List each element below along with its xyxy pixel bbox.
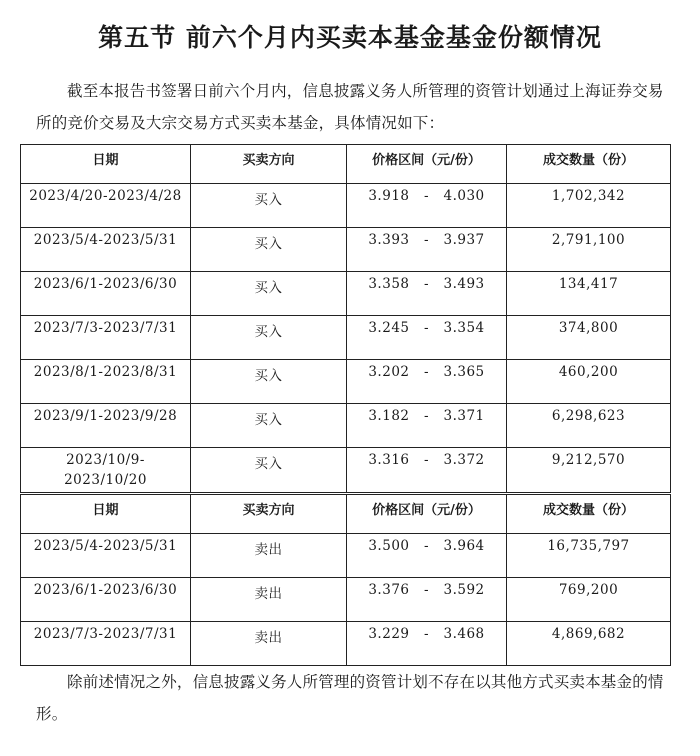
date-line-1: 2023/10/9- — [66, 452, 145, 468]
price-range-cell — [347, 360, 507, 404]
volume-cell: 769,200 — [507, 578, 671, 622]
table-row — [21, 578, 671, 622]
sell-trades-table — [20, 494, 671, 666]
price-high: 3.493 — [443, 276, 485, 292]
header-date: 日期 — [21, 145, 191, 184]
price-low: 3.316 — [368, 452, 410, 468]
price-range-cell — [347, 272, 507, 316]
table-row — [21, 622, 671, 666]
price-low: 3.229 — [368, 626, 410, 642]
price-separator: - — [423, 320, 430, 336]
intro-paragraph: 截至本报告书签署日前六个月内，信息披露义务人所管理的资管计划通过上海证券交易所的竞价交易及大宗交易方式买卖本基金，具体情况如下： — [36, 82, 664, 132]
price-range-cell — [347, 578, 507, 622]
price-high: 3.964 — [443, 538, 485, 554]
direction-cell: 买入 — [191, 316, 347, 360]
table-row — [21, 184, 671, 228]
table-row — [21, 228, 671, 272]
price-high: 3.365 — [443, 364, 485, 380]
header-direction: 买卖方向 — [191, 495, 347, 534]
closing-paragraph: 除前述情况之外，信息披露义务人所管理的资管计划不存在以其他方式买卖本基金的情形。 — [36, 673, 664, 723]
volume-cell: 6,298,623 — [507, 404, 671, 448]
price-low: 3.358 — [368, 276, 410, 292]
volume-cell: 1,702,342 — [507, 184, 671, 228]
volume-cell: 16,735,797 — [507, 534, 671, 578]
direction-cell: 买入 — [191, 228, 347, 272]
table-row — [21, 360, 671, 404]
direction-cell: 卖出 — [191, 578, 347, 622]
buy-trades-table — [20, 144, 671, 493]
table-row — [21, 534, 671, 578]
price-range-cell — [347, 404, 507, 448]
date-cell: 2023/6/1-2023/6/30 — [21, 272, 191, 316]
date-cell — [21, 448, 191, 493]
direction-cell: 买入 — [191, 184, 347, 228]
direction-cell: 卖出 — [191, 622, 347, 666]
price-low: 3.245 — [368, 320, 410, 336]
price-low: 3.182 — [368, 408, 410, 424]
price-separator: - — [423, 626, 430, 642]
price-high: 3.592 — [443, 582, 485, 598]
header-price-range: 价格区间（元/份） — [347, 495, 507, 534]
price-high: 3.372 — [443, 452, 485, 468]
volume-cell: 134,417 — [507, 272, 671, 316]
price-range-cell — [347, 448, 507, 493]
table-row — [21, 316, 671, 360]
volume-cell: 2,791,100 — [507, 228, 671, 272]
date-cell: 2023/5/4-2023/5/31 — [21, 534, 191, 578]
direction-cell: 卖出 — [191, 534, 347, 578]
price-separator: - — [423, 582, 430, 598]
price-high: 3.937 — [443, 232, 485, 248]
price-high: 3.354 — [443, 320, 485, 336]
price-separator: - — [423, 188, 430, 204]
table-row — [21, 272, 671, 316]
direction-cell: 买入 — [191, 272, 347, 316]
volume-cell: 4,869,682 — [507, 622, 671, 666]
price-low: 3.393 — [368, 232, 410, 248]
price-separator: - — [423, 452, 430, 468]
date-cell: 2023/8/1-2023/8/31 — [21, 360, 191, 404]
price-range-cell — [347, 184, 507, 228]
volume-cell: 9,212,570 — [507, 448, 671, 493]
direction-cell: 买入 — [191, 448, 347, 493]
date-cell: 2023/4/20-2023/4/28 — [21, 184, 191, 228]
price-separator: - — [423, 232, 430, 248]
date-line-2: 2023/10/20 — [64, 472, 147, 488]
price-separator: - — [423, 276, 430, 292]
date-cell: 2023/7/3-2023/7/31 — [21, 316, 191, 360]
date-cell: 2023/5/4-2023/5/31 — [21, 228, 191, 272]
price-range-cell — [347, 316, 507, 360]
price-separator: - — [423, 538, 430, 554]
date-cell: 2023/6/1-2023/6/30 — [21, 578, 191, 622]
header-price-range: 价格区间（元/份） — [347, 145, 507, 184]
price-high: 3.371 — [443, 408, 485, 424]
price-separator: - — [423, 408, 430, 424]
volume-cell: 374,800 — [507, 316, 671, 360]
header-date: 日期 — [21, 495, 191, 534]
header-direction: 买卖方向 — [191, 145, 347, 184]
header-volume: 成交数量（份） — [507, 495, 671, 534]
direction-cell: 买入 — [191, 404, 347, 448]
direction-cell: 买入 — [191, 360, 347, 404]
price-range-cell — [347, 622, 507, 666]
price-low: 3.500 — [368, 538, 410, 554]
table-header-row — [21, 495, 671, 534]
table-row — [21, 404, 671, 448]
price-low: 3.202 — [368, 364, 410, 380]
price-low: 3.376 — [368, 582, 410, 598]
header-volume: 成交数量（份） — [507, 145, 671, 184]
price-low: 3.918 — [368, 188, 410, 204]
section-title: 第五节 前六个月内买卖本基金基金份额情况 — [98, 23, 602, 52]
price-high: 4.030 — [443, 188, 485, 204]
date-cell: 2023/7/3-2023/7/31 — [21, 622, 191, 666]
price-range-cell — [347, 228, 507, 272]
price-high: 3.468 — [443, 626, 485, 642]
volume-cell: 460,200 — [507, 360, 671, 404]
table-row — [21, 448, 671, 493]
table-header-row — [21, 145, 671, 184]
date-cell: 2023/9/1-2023/9/28 — [21, 404, 191, 448]
price-range-cell — [347, 534, 507, 578]
price-separator: - — [423, 364, 430, 380]
